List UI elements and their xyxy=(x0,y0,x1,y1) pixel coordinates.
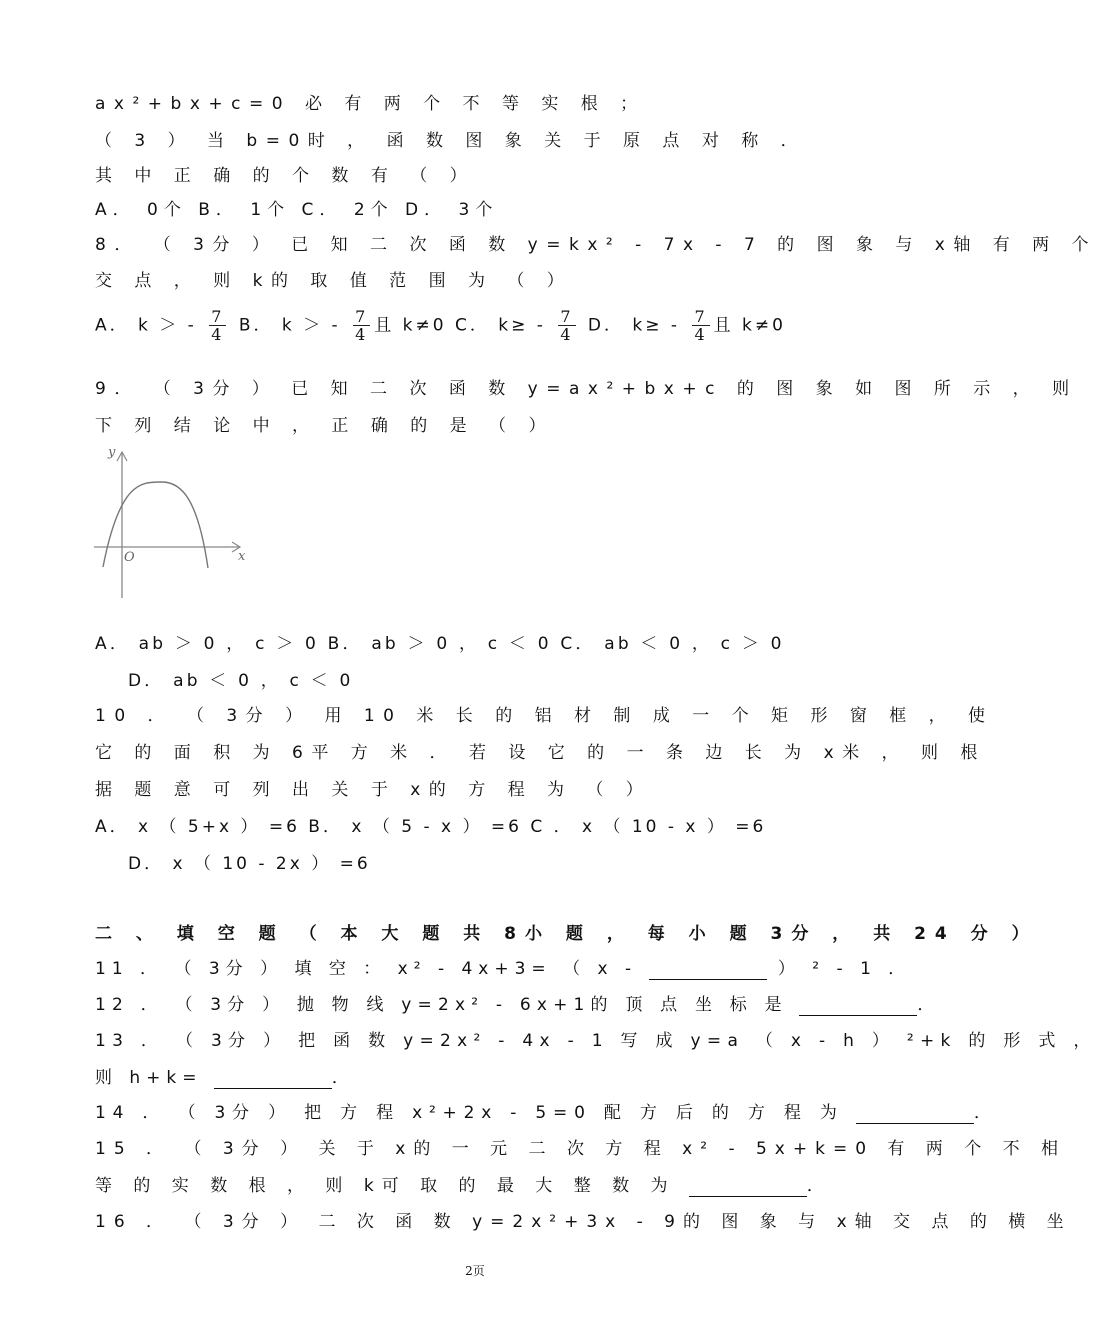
q8-option-d-tail: 且 k≠0 xyxy=(713,315,786,336)
line-q7-cond2: ax²+bx+c=0 必 有 两 个 不 等 实 根 ； xyxy=(95,94,646,114)
fraction-numerator: 7 xyxy=(560,307,574,326)
q13-text: 则 h+k= xyxy=(95,1068,203,1088)
q10-stem-3: 据 题 意 可 列 出 关 于 x的 方 程 为 （ ） xyxy=(95,780,652,800)
origin-label: O xyxy=(124,550,135,565)
q10-stem-2: 它 的 面 积 为 6平 方 米 ． 若 设 它 的 一 条 边 长 为 x米 ， 则 根 xyxy=(95,743,986,763)
q11-blank[interactable] xyxy=(649,963,767,980)
fraction-7-4 xyxy=(558,308,575,343)
fraction-denominator: 4 xyxy=(560,325,574,344)
line-q7-options: A． 0个 B． 1个 C． 2个 D． 3个 xyxy=(95,200,499,220)
q8-option-b-tail: 且 k≠0 C． k≥ - xyxy=(374,315,546,336)
parabola-curve xyxy=(103,482,208,568)
q15-period: ． xyxy=(806,1176,832,1196)
q8-option-b: B． k ＞ - xyxy=(238,315,341,336)
q9-stem-2: 下 列 结 论 中 ， 正 确 的 是 （ ） xyxy=(95,416,554,436)
q11-text-start: 11 ． （ 3分 ） 填 空 ： x² - 4x+3= （ x - xyxy=(95,959,638,979)
q9-stem-1: 9． （ 3分 ） 已 知 二 次 函 数 y=ax²+bx+c 的 图 象 如 图 所 示 ， 则 xyxy=(95,379,1078,399)
q12-blank[interactable] xyxy=(799,999,917,1016)
fraction-7-4 xyxy=(209,308,226,343)
q13-period: ． xyxy=(331,1068,355,1088)
q10-stem-1: 10 ． （ 3分 ） 用 10 米 长 的 铝 材 制 成 一 个 矩 形 窗 框 ， 使 xyxy=(95,706,994,726)
fraction-numerator: 7 xyxy=(355,307,369,326)
fraction-denominator: 4 xyxy=(211,325,225,344)
q13-stem-1: 13 ． （ 3分 ） 把 函 数 y=2x² - 4x - 1 写 成 y=a （ x - h ） ²+k 的 形 式 ， xyxy=(95,1031,1097,1051)
q8-stem-1: 8． （ 3分 ） 已 知 二 次 函 数 y=kx² - 7x - 7 的 图 象 与 x轴 有 两 个 xyxy=(95,235,1097,255)
fraction-7-4 xyxy=(353,308,370,343)
q8-options xyxy=(95,308,786,343)
q8-stem-2: 交 点 ， 则 k的 取 值 范 围 为 （ ） xyxy=(95,271,573,291)
x-axis-label: x xyxy=(238,549,246,564)
fraction-7-4 xyxy=(692,308,709,343)
q15-stem-1: 15 ． （ 3分 ） 关 于 x的 一 元 二 次 方 程 x² - 5x+k=0 有 两 个 不 相 xyxy=(95,1139,1067,1159)
page-number: 2页 xyxy=(465,1264,485,1278)
q14-blank[interactable] xyxy=(856,1107,974,1124)
section-2-heading: 二 、 填 空 题 （ 本 大 题 共 8小 题 ， 每 小 题 3分 ， 共 24 分 ） xyxy=(95,924,1038,944)
q12-period: ． xyxy=(917,995,941,1015)
fraction-numerator: 7 xyxy=(211,307,225,326)
q10-options-1: A． x （ 5+x ） =6 B． x （ 5 - x ） =6 C ． x （ 10 - x ） =6 xyxy=(95,817,767,837)
fraction-denominator: 4 xyxy=(355,325,369,344)
fraction-numerator: 7 xyxy=(694,307,708,326)
q15-stem-2 xyxy=(95,1175,832,1197)
q11-text-end: ） ² - 1 ． xyxy=(777,959,912,979)
q15-text: 等 的 实 数 根 ， 则 k可 取 的 最 大 整 数 为 xyxy=(95,1176,676,1196)
q16-stem-1: 16 ． （ 3分 ） 二 次 函 数 y=2x²+3x - 9的 图 象 与 x轴 交 点 的 横 坐 xyxy=(95,1212,1072,1232)
q12-text: 12 ． （ 3分 ） 抛 物 线 y=2x² - 6x+1的 顶 点 坐 标 是 xyxy=(95,995,788,1015)
q14-text: 14 ． （ 3分 ） 把 方 程 x²+2x - 5=0 配 方 后 的 方 程 为 xyxy=(95,1103,844,1123)
q14-period: ． xyxy=(973,1103,998,1123)
q13-blank[interactable] xyxy=(214,1072,332,1089)
q14 xyxy=(95,1102,998,1124)
q12 xyxy=(95,994,941,1016)
parabola-graph xyxy=(90,440,250,602)
q8-option-d: D． k≥ - xyxy=(587,315,681,336)
q9-options-2: D． ab ＜ 0 ， c ＜ 0 xyxy=(128,671,354,691)
q11 xyxy=(95,958,911,980)
q8-option-a: A． k ＞ - xyxy=(95,315,197,336)
y-axis-label: y xyxy=(108,445,116,460)
q13-stem-2 xyxy=(95,1067,355,1089)
q15-blank[interactable] xyxy=(689,1180,807,1197)
fraction-denominator: 4 xyxy=(694,325,708,344)
q9-options-1: A． ab ＞ 0 ， c ＞ 0 B． ab ＞ 0 ， c ＜ 0 C． ab ＜ 0 ， c ＞ 0 xyxy=(95,634,785,654)
line-q7-cond3: （ 3 ） 当 b=0时 ， 函 数 图 象 关 于 原 点 对 称 ． xyxy=(95,131,807,151)
line-q7-stem: 其 中 正 确 的 个 数 有 （ ） xyxy=(95,166,476,186)
q10-options-2: D． x （ 10 - 2x ） =6 xyxy=(128,854,371,874)
